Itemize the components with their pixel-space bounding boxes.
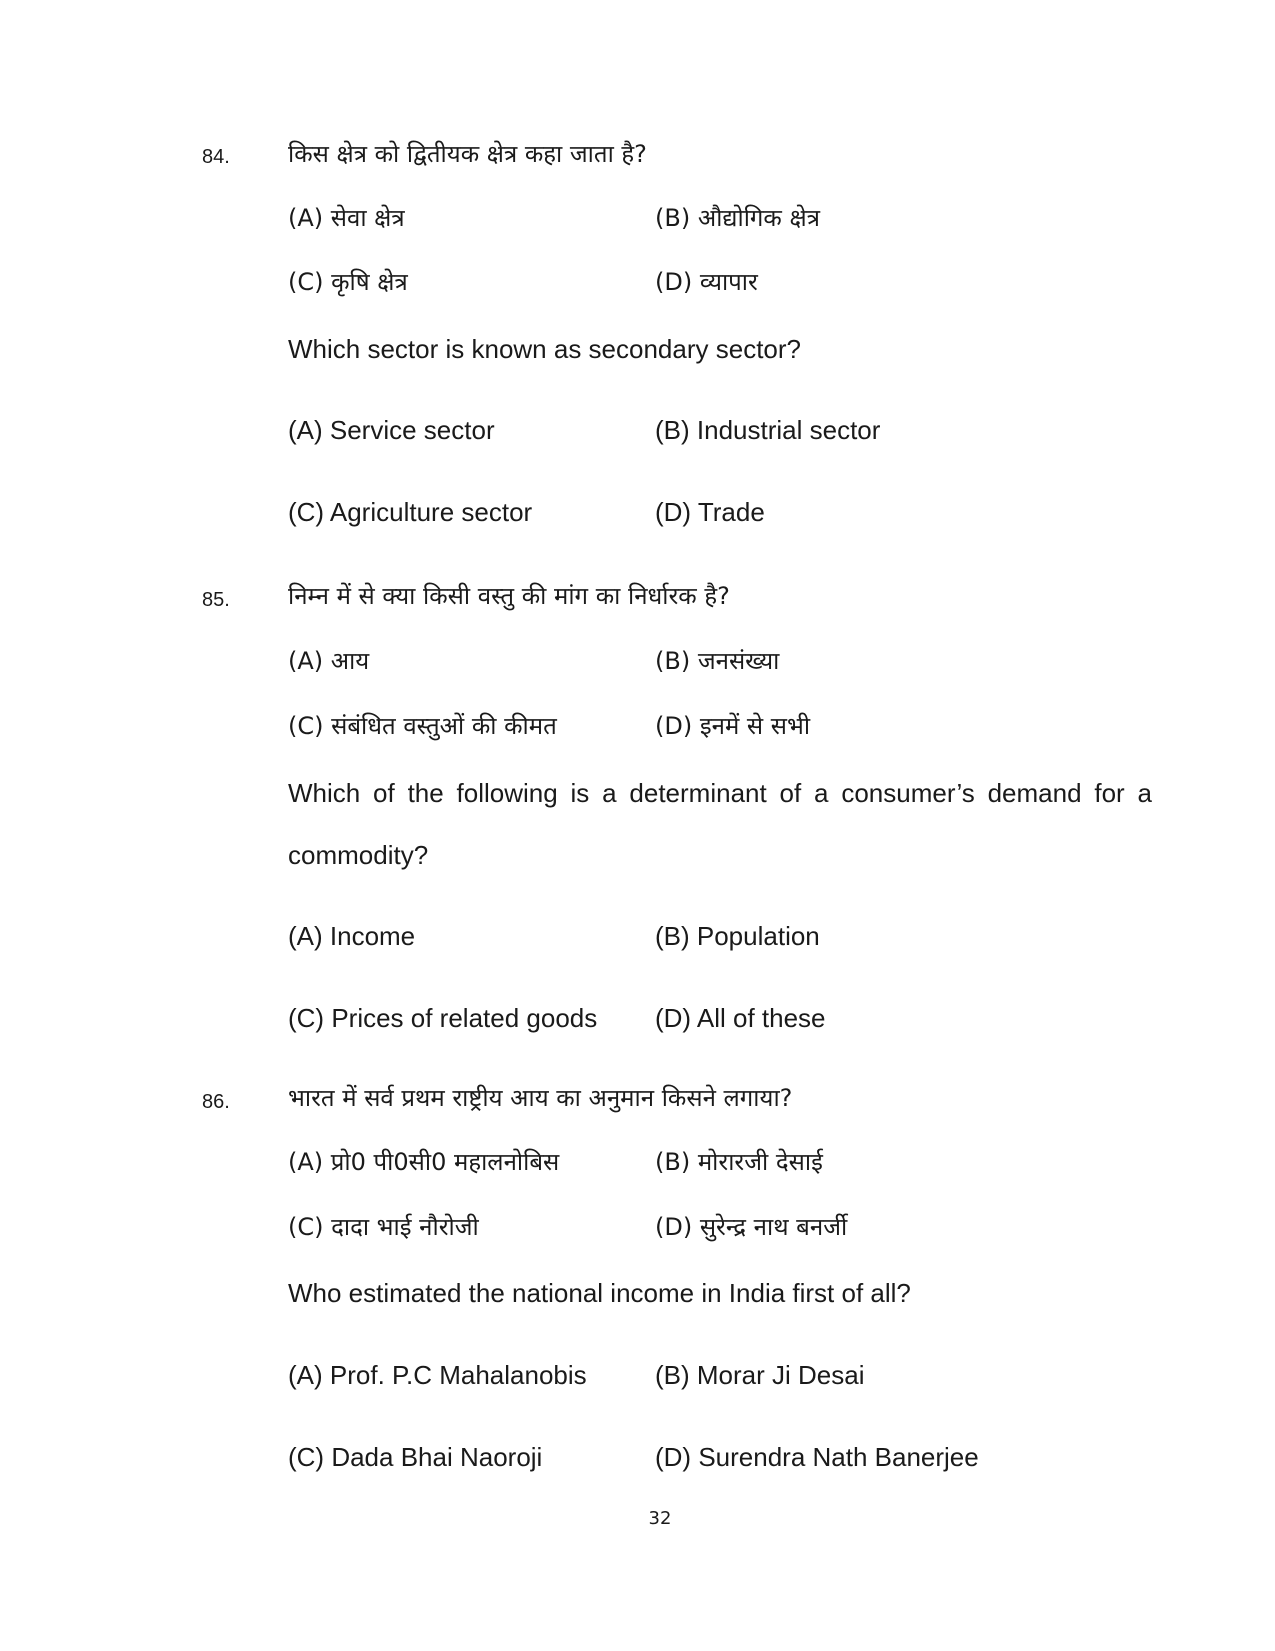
hindi-question-text: निम्न में से क्या किसी वस्तु की मांग का निर्धारक है? (288, 582, 730, 610)
english-option-b: (B) Population (655, 921, 820, 951)
hindi-option-a: (A) आय (288, 647, 370, 675)
hindi-option-d: (D) इनमें से सभी (655, 712, 811, 740)
english-option-b: (B) Morar Ji Desai (655, 1360, 865, 1390)
english-option-c: (C) Dada Bhai Naoroji (288, 1442, 543, 1472)
page-number: 32 (648, 1508, 672, 1529)
english-option-d: (D) All of these (655, 1003, 826, 1033)
hindi-question-text: किस क्षेत्र को द्वितीयक क्षेत्र कहा जाता है? (288, 140, 647, 168)
hindi-option-d: (D) सुरेन्द्र नाथ बनर्जी (655, 1213, 848, 1241)
english-question-line-2: commodity? (288, 840, 429, 870)
english-question-text: Who estimated the national income in India first of all? (288, 1278, 911, 1308)
question-number: 85. (202, 589, 230, 611)
english-option-a: (A) Service sector (288, 415, 495, 445)
english-option-c: (C) Agriculture sector (288, 497, 533, 527)
hindi-option-b: (B) औद्योगिक क्षेत्र (655, 204, 820, 232)
english-option-d: (D) Surendra Nath Banerjee (655, 1442, 979, 1472)
hindi-option-b: (B) जनसंख्या (655, 647, 780, 675)
hindi-option-c: (C) दादा भाई नौरोजी (288, 1213, 479, 1241)
question-number: 84. (202, 146, 230, 168)
question-number: 86. (202, 1091, 230, 1113)
english-option-c: (C) Prices of related goods (288, 1003, 598, 1033)
english-option-b: (B) Industrial sector (655, 415, 881, 445)
hindi-option-b: (B) मोरारजी देसाई (655, 1148, 823, 1176)
english-option-a: (A) Income (288, 921, 416, 951)
english-option-a: (A) Prof. P.C Mahalanobis (288, 1360, 587, 1390)
hindi-question-text: भारत में सर्व प्रथम राष्ट्रीय आय का अनुमान किसने लगाया? (288, 1084, 793, 1112)
english-question-text: Which sector is known as secondary sector? (288, 334, 801, 364)
hindi-option-a: (A) सेवा क्षेत्र (288, 204, 405, 232)
hindi-option-c: (C) कृषि क्षेत्र (288, 268, 408, 296)
hindi-option-c: (C) संबंधित वस्तुओं की कीमत (288, 712, 557, 740)
hindi-option-d: (D) व्यापार (655, 268, 758, 296)
hindi-option-a: (A) प्रो0 पी0सी0 महालनोबिस (288, 1148, 560, 1176)
english-question-line-1: Which of the following is a determinant of a consumer’s demand for a (288, 778, 1152, 808)
english-option-d: (D) Trade (655, 497, 765, 527)
